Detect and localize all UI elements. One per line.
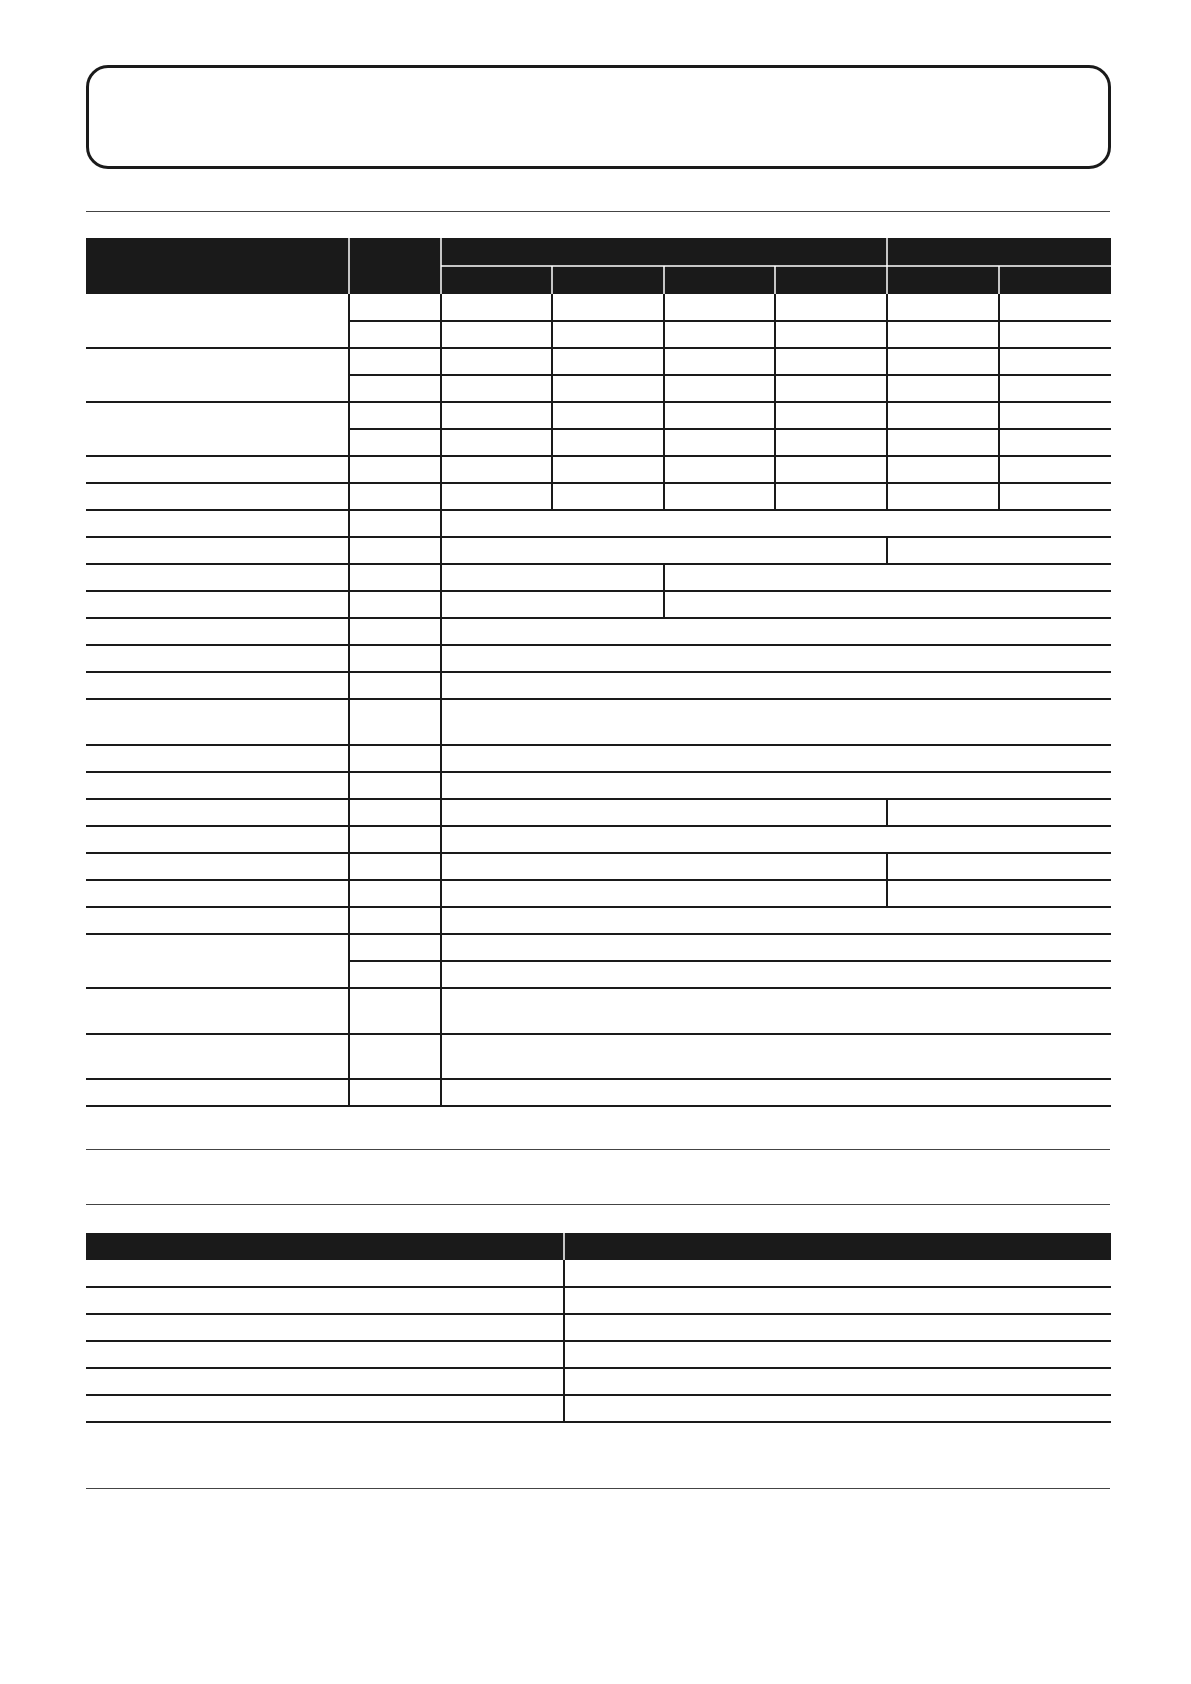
parts-table-grid bbox=[86, 1260, 1111, 1422]
section-divider-middle bbox=[86, 1149, 1110, 1150]
spec-table-grid bbox=[86, 294, 1111, 1106]
section-divider-parts bbox=[86, 1204, 1110, 1205]
parts-table-header bbox=[86, 1233, 1111, 1260]
section-divider-bottom bbox=[86, 1488, 1110, 1489]
